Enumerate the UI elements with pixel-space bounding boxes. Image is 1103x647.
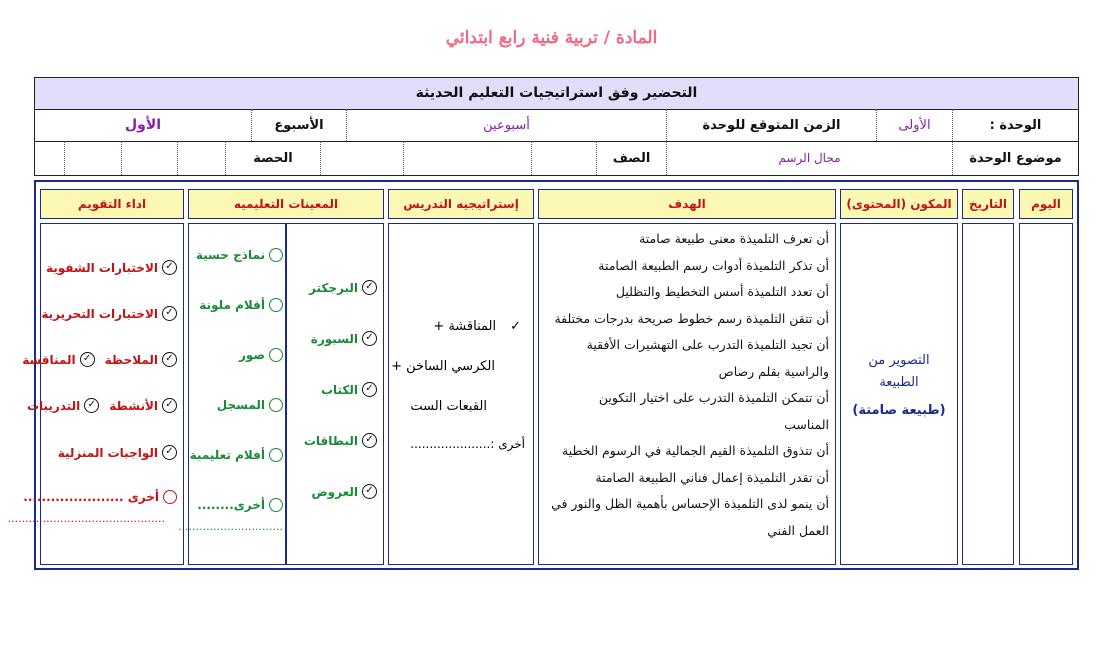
component-line-1: التصوير من: [868, 353, 930, 368]
expected-time-value: أسبوعين: [346, 109, 666, 141]
goal-line: المناسب: [784, 416, 829, 432]
check-circle-icon[interactable]: ✓: [362, 331, 377, 346]
radio-icon[interactable]: [269, 348, 283, 362]
strategy-cell: [388, 223, 534, 565]
radio-icon[interactable]: [269, 448, 283, 462]
radio-icon[interactable]: [269, 248, 283, 262]
radio-icon[interactable]: [269, 398, 283, 412]
check-circle-icon[interactable]: ✓: [162, 352, 177, 367]
aids-cell: [178, 223, 384, 565]
period-cell-3: [64, 141, 121, 175]
aid-checked-item: ✓ العروض: [312, 484, 377, 499]
unit-topic-label: موضوع الوحدة: [952, 141, 1078, 175]
page-title: المادة / تربية فنية رابع ابتدائي: [445, 28, 658, 48]
week-label: الأسبوع: [251, 109, 346, 141]
check-circle-icon[interactable]: ✓: [362, 280, 377, 295]
period-cell-4: [35, 141, 64, 175]
radio-icon[interactable]: [163, 490, 177, 504]
aid-option-item: أفلام تعليمية: [190, 448, 283, 462]
check-circle-icon[interactable]: ✓: [162, 398, 177, 413]
aid-checked-item: ✓ السبورة: [311, 331, 377, 346]
aid-option-item: المسجل: [217, 398, 283, 412]
eval-homework: ✓ الواجبات المنزلية: [58, 445, 177, 460]
goals-cell: [538, 223, 836, 565]
goal-line: أن ينمو لدى التلميذة الإحساس بأهمية الظل والنور في: [551, 496, 829, 511]
goal-line: العمل الفني: [767, 522, 829, 538]
aid-option-item: أقلام ملونة: [199, 298, 283, 312]
col-header-strategy: إستراتيجيه التدريس: [388, 189, 534, 219]
goal-line: أن تتمكن التلميذة التدرب على اختيار التكوين: [598, 390, 829, 405]
eval-activities: ✓ الأنشطة ✓ التدريبات: [27, 398, 177, 413]
lesson-table: [7, 180, 1079, 570]
component-line-2: الطبيعة: [879, 375, 919, 390]
class-cell-1: [531, 141, 596, 175]
check-circle-icon[interactable]: ✓: [162, 260, 177, 275]
component-cell: [840, 223, 958, 565]
aid-option-item: صور: [239, 348, 283, 362]
aids-other-line: ..............................: [178, 520, 283, 533]
strategy-item-hot-seat: الكرسي الساخن +: [391, 359, 495, 374]
goal-line: أن تجيد التلميذة التدرب على التهشيرات الأفقية: [586, 337, 829, 352]
aid-option-item: نماذج حسية: [196, 248, 283, 262]
goal-line: أن تتذوق التلميذة القيم الجمالية في الرسوم الخطية: [562, 443, 829, 458]
period-label: الحصة: [225, 141, 320, 175]
class-label: الصف: [596, 141, 666, 175]
topic-row: [35, 141, 1078, 175]
check-circle-icon[interactable]: ✓: [362, 382, 377, 397]
goal-line: أن تعدد التلميذة أسس التخطيط والتظليل: [615, 284, 829, 299]
eval-other: أخرى ......................: [23, 490, 177, 504]
check-circle-icon[interactable]: ✓: [362, 484, 377, 499]
check-circle-icon[interactable]: ✓: [162, 445, 177, 460]
banner-title: التحضير وفق استراتيجيات التعليم الحديثة: [35, 78, 1078, 110]
col-header-component: المكون (المحتوى): [840, 189, 958, 219]
unit-info-table: [34, 77, 1079, 176]
aid-checked-item: ✓ البطاقات: [304, 433, 377, 448]
goal-line: أن تذكر التلميذة أدوات رسم الطبيعة الصامتة: [598, 257, 829, 273]
evaluation-cell: [7, 223, 184, 565]
aid-checked-item: ✓ الكتاب: [321, 382, 377, 397]
goal-line: أن تعرف التلميذة معنى طبيعة صامتة: [639, 231, 829, 246]
col-header-day: اليوم: [1019, 189, 1073, 219]
col-header-evaluation: اداء التقويم: [40, 189, 184, 219]
period-cell-1: [177, 141, 225, 175]
aids-other: أخرى........: [197, 498, 283, 512]
check-icon: ✓: [510, 319, 521, 334]
col-header-goal: الهدف: [538, 189, 836, 219]
strategy-item-discussion: ✓ المناقشة +: [433, 319, 521, 334]
unit-value: الأولى: [876, 109, 952, 141]
check-circle-icon[interactable]: ✓: [162, 306, 177, 321]
eval-observation: ✓ الملاحظة ✓ المناقشة: [22, 352, 177, 367]
day-cell: [1019, 223, 1073, 565]
eval-written: ✓ الاختبارات التحريرية: [41, 306, 177, 321]
unit-label: الوحدة :: [952, 109, 1078, 141]
date-cell: [962, 223, 1014, 565]
check-circle-icon[interactable]: ✓: [84, 398, 99, 413]
strategy-item-six-hats: القبعات الست: [410, 399, 487, 414]
goal-line: والراسية بقلم رصاص: [718, 363, 829, 379]
expected-time-label: الزمن المتوقع للوحدة: [666, 109, 876, 141]
class-cell-2: [403, 141, 531, 175]
eval-other-line: .............................................: [7, 512, 165, 525]
radio-icon[interactable]: [269, 498, 283, 512]
unit-topic-value: مجال الرسم: [666, 141, 952, 175]
goal-line: أن تقدر التلميذة إعمال فناني الطبيعة الصامتة: [595, 469, 829, 485]
unit-row: [35, 109, 1078, 142]
col-header-aids: المعينات التعليميه: [188, 189, 384, 219]
goals-list: [539, 224, 835, 544]
class-cell-3: [320, 141, 403, 175]
component-line-3: (طبيعة صامتة): [852, 403, 946, 418]
col-header-date: التاريخ: [962, 189, 1014, 219]
check-circle-icon[interactable]: ✓: [80, 352, 95, 367]
period-cell-2: [121, 141, 177, 175]
week-value: الأول: [124, 117, 162, 133]
goal-line: أن تتقن التلميذة رسم خطوط صريحة بدرجات مختلفة: [554, 310, 829, 326]
aid-checked-item: ✓ البرجكتر: [309, 280, 377, 295]
check-circle-icon[interactable]: ✓: [362, 433, 377, 448]
radio-icon[interactable]: [269, 298, 283, 312]
eval-oral: ✓ الاختبارات الشفوية: [46, 260, 177, 275]
strategy-other: أخرى :.....................: [410, 437, 525, 451]
